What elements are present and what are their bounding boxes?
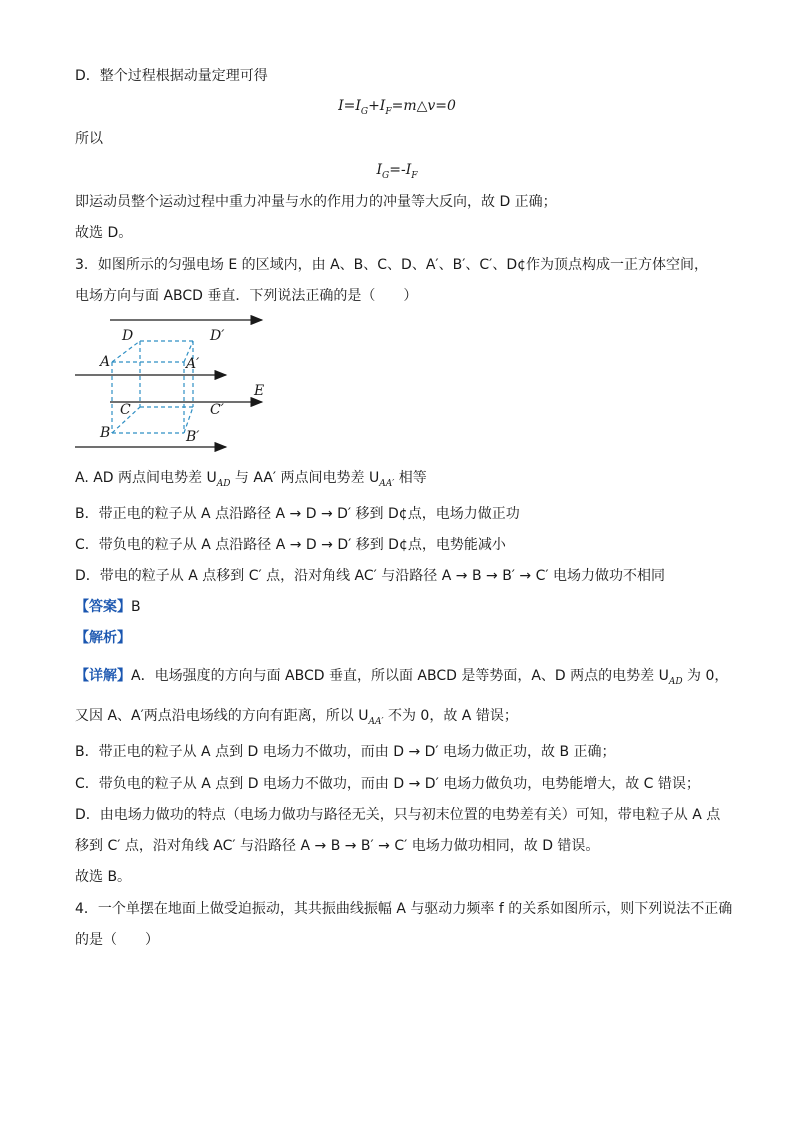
option-a — [75, 468, 427, 494]
equation-impulse — [0, 160, 794, 186]
eq-sub: F — [411, 170, 418, 181]
eq-sub: G — [360, 106, 369, 117]
option-a-text: 相等 — [394, 470, 427, 486]
answer-value: B — [131, 599, 141, 615]
field-label-E: E — [254, 383, 265, 399]
text-line: 即运动员整个运动过程中重力冲量与水的作用力的冲量等大反向，故 D 正确； — [75, 194, 557, 210]
eq-sub: F — [385, 106, 392, 117]
detail-text: 又因 A、A′两点沿电场线的方向有距离，所以 U — [75, 708, 369, 724]
eq-part: +I — [368, 98, 386, 114]
text-line: 所以 — [75, 131, 103, 147]
answer-line — [75, 597, 141, 617]
detail-text: 不为 0，故 A 错误； — [383, 708, 518, 724]
answer-tag: 【答案】 — [75, 599, 131, 615]
detail-d-line-2: 移到 C′ 点，沿对角线 AC′ 与沿路径 A → B → B′ → C′ 电场力做功相同，故 D 错误。 — [75, 838, 600, 854]
vertex-label-A: A — [100, 354, 111, 370]
analysis-tag — [75, 628, 131, 648]
option-a-sub: AA′ — [379, 478, 395, 489]
question-4-line-1: 4．一个单摆在地面上做受迫振动，其共振曲线振幅 A 与驱动力频率 f 的关系如图所示，则下列说法不正确 — [75, 901, 733, 917]
vertex-label-B: B — [100, 425, 111, 441]
cube-field-figure — [70, 312, 280, 454]
option-c: C．带负电的粒子从 A 点沿路径 A → D → D′ 移到 D¢点，电势能减小 — [75, 537, 506, 553]
detail-sub: AD — [668, 676, 683, 687]
detail-c: C．带负电的粒子从 A 点到 D 电场力不做功，而由 D → D′ 电场力做负功，电势能增大，故 C 错误； — [75, 776, 700, 792]
question-3-line-2: 电场方向与面 ABCD 垂直．下列说法正确的是（ ） — [75, 288, 418, 304]
detail-a-line-1 — [75, 666, 728, 692]
detail-text: 为 0， — [682, 668, 729, 684]
vertex-label-D-prime: D′ — [210, 328, 225, 344]
cube-edges — [112, 341, 193, 433]
eq-part: I — [376, 162, 383, 178]
text-line: D．整个过程根据动量定理可得 — [75, 68, 268, 84]
detail-end: 故选 B。 — [75, 869, 132, 885]
question-3-line-1: 3．如图所示的匀强电场 E 的区域内，由 A、B、C、D、A′、B′、C′、D¢作为顶点构成一正方体空间， — [75, 257, 709, 273]
option-a-text: 与 AA′ 两点间电势差 U — [230, 470, 380, 486]
eq-part: I=I — [338, 98, 361, 114]
equation-momentum — [0, 96, 794, 122]
vertex-label-A-prime: A′ — [186, 356, 200, 372]
option-a-sub: AD — [216, 478, 231, 489]
vertex-label-C: C — [120, 402, 131, 418]
text-line: 故选 D。 — [75, 225, 133, 241]
eq-part: =m△v=0 — [391, 98, 456, 114]
question-4-line-2: 的是（ ） — [75, 932, 159, 948]
detail-tag: 【详解】 — [75, 668, 131, 684]
analysis-tag-text: 【解析】 — [75, 630, 131, 646]
eq-part: =-I — [389, 162, 412, 178]
option-d: D．带电的粒子从 A 点移到 C′ 点，沿对角线 AC′ 与沿路径 A → B → B′ → C′ 电场力做功不相同 — [75, 568, 666, 584]
detail-a-line-2 — [75, 706, 518, 732]
vertex-label-C-prime: C′ — [210, 402, 224, 418]
vertex-label-D: D — [122, 328, 134, 344]
detail-text: A．电场强度的方向与面 ABCD 垂直，所以面 ABCD 是等势面，A、D 两点的电势差 U — [131, 668, 669, 684]
vertex-label-B-prime: B′ — [186, 429, 200, 445]
option-b: B．带正电的粒子从 A 点沿路径 A → D → D′ 移到 D¢点，电场力做正功 — [75, 506, 520, 522]
detail-sub: AA′ — [368, 716, 384, 727]
eq-sub: G — [382, 170, 390, 181]
detail-b: B．带正电的粒子从 A 点到 D 电场力不做功，而由 D → D′ 电场力做正功，故 B 正确； — [75, 744, 616, 760]
detail-d-line-1: D．由电场力做功的特点（电场力做功与路径无关，只与初末位置的电势差有关）可知，带电粒子从 A 点 — [75, 807, 721, 823]
option-a-text: A. AD 两点间电势差 U — [75, 470, 217, 486]
